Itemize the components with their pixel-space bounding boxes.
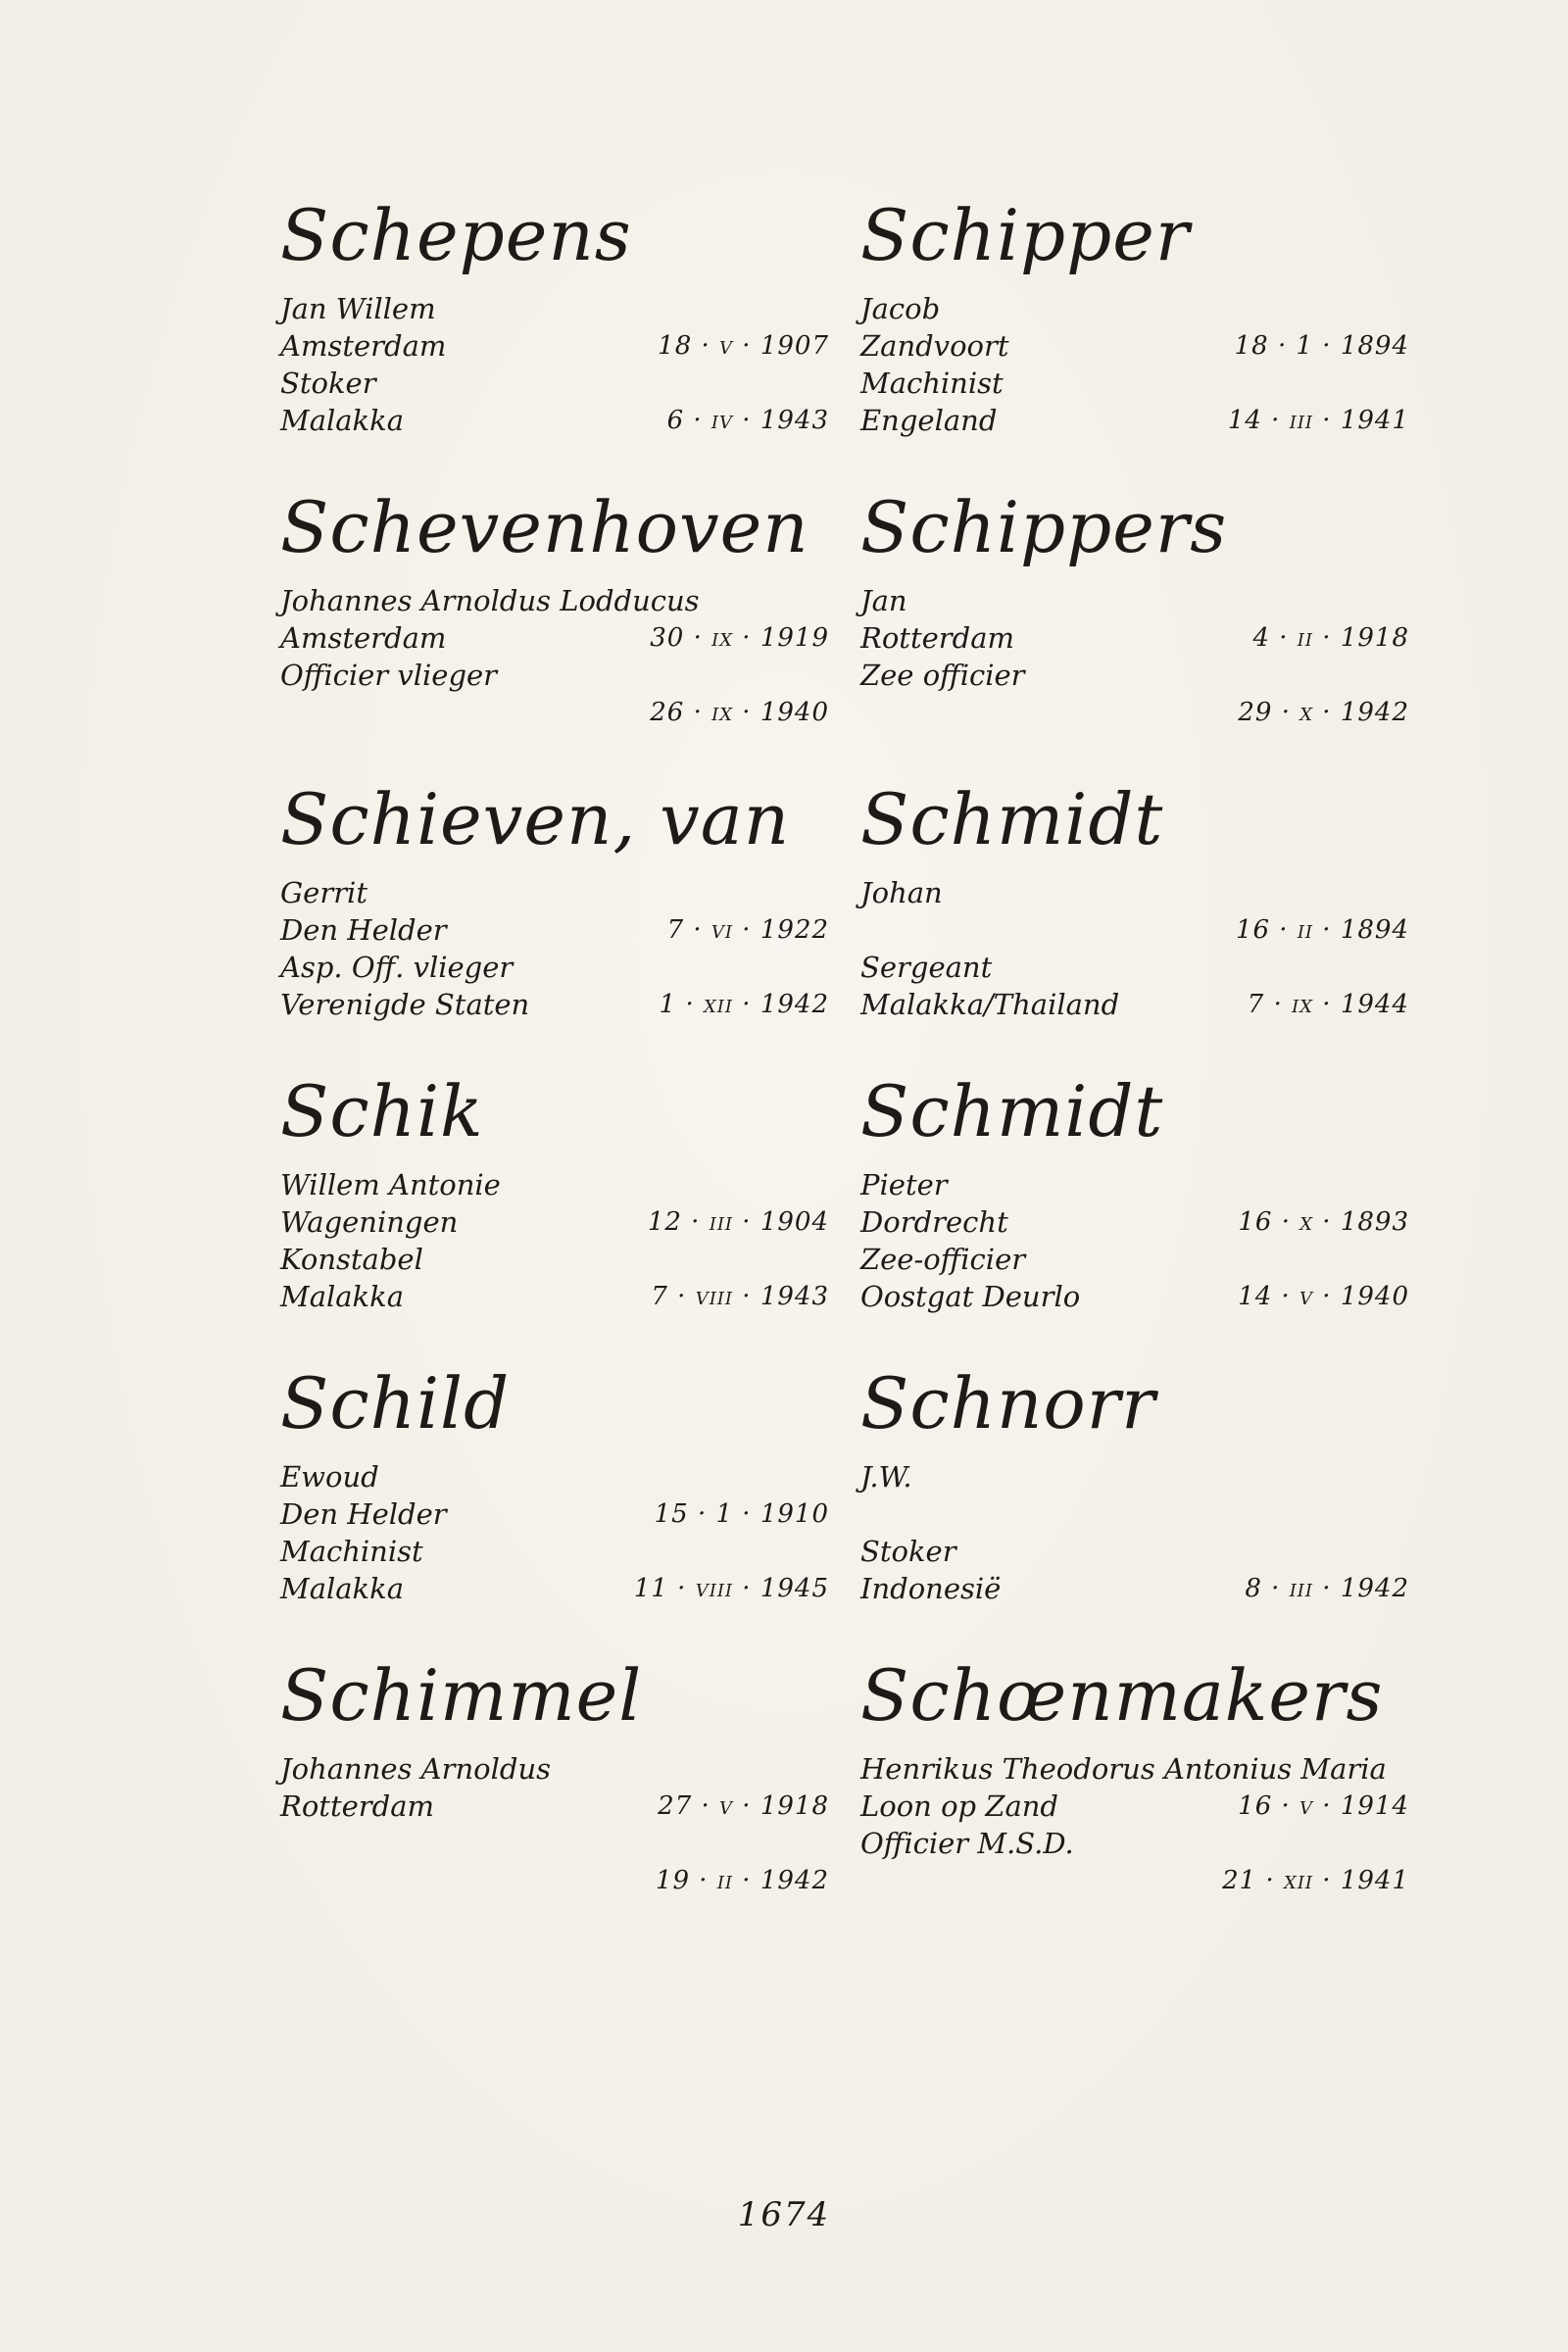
entry [280,1062,829,1354]
entry-line [280,874,829,911]
entry-date: 29 · x · 1942 [1238,698,1409,727]
surname: Schmidt [860,778,1164,860]
entry-date: 12 · iii · 1904 [647,1207,829,1237]
entry-line [280,1166,829,1203]
page-number: 1674 [737,2195,831,2234]
entry-date: 8 · iii · 1942 [1245,1574,1409,1603]
entry [860,770,1409,1062]
entry-text: Den Helder [280,913,447,947]
entry-line [280,911,829,949]
entry-line [860,1278,1409,1315]
entry-text: Johan [860,876,943,909]
entry-text: Konstabel [280,1243,423,1276]
entry-line [280,365,829,402]
entry-text: Malakka [280,1280,404,1313]
entry-text: J.W. [860,1460,912,1494]
entry-text: Rotterdam [280,1789,434,1823]
entry-text: Den Helder [280,1497,447,1531]
entry-text: Malakka [280,404,404,437]
entry-text: Dordrecht [860,1205,1008,1239]
surname: Schœnmakers [860,1654,1384,1737]
entry [280,1646,829,1938]
surname: Schik [280,1070,484,1152]
entry-line [280,327,829,365]
entry-text: Engeland [860,404,998,437]
entry-text: Asp. Off. vlieger [280,951,514,984]
entry [280,770,829,1062]
entry-line [860,327,1409,365]
entry-text: Malakka/Thailand [860,988,1120,1021]
entry-date: 30 · ix · 1919 [650,623,829,653]
entry-date: 1 · xii · 1942 [659,990,829,1019]
entry-text: Stoker [860,1535,956,1568]
entry-line [280,949,829,986]
entry [860,1646,1409,1938]
entry-date: 16 · x · 1893 [1238,1207,1409,1237]
entry-date: 6 · iv · 1943 [666,406,829,435]
entry-date: 4 · ii · 1918 [1252,623,1409,653]
entry-text: Jacob [860,292,941,325]
entry-line [860,1203,1409,1241]
entry-text: Ewoud [280,1460,379,1494]
entry-text: Wageningen [280,1205,459,1239]
entry-line [860,1825,1409,1862]
entry-line [280,986,829,1023]
entry [860,478,1409,770]
surname: Schipper [860,194,1191,276]
entry-text: Verenigde Staten [280,988,530,1021]
entry-line [280,1825,829,1862]
entry-text: Oostgat Deurlo [860,1280,1081,1313]
entry-line [280,1862,829,1899]
entry-text: Henrikus Theodorus Antonius Maria [860,1752,1387,1786]
entry-line [860,402,1409,439]
entry [280,1354,829,1646]
entry-line [280,1750,829,1788]
entry-line [280,1570,829,1607]
entry-text: Johannes Arnoldus [280,1752,552,1786]
entry-line [860,619,1409,657]
entry-line [860,949,1409,986]
entry-text: Zandvoort [860,329,1009,363]
entry [860,186,1409,478]
entry-text: Zee-officier [860,1243,1026,1276]
entry-line [860,874,1409,911]
entry-date: 7 · ix · 1944 [1247,990,1409,1019]
entry-date: 14 · iii · 1941 [1227,406,1409,435]
entry-date: 11 · viii · 1945 [633,1574,829,1603]
entry-date: 19 · ii · 1942 [655,1866,829,1895]
entry-text: Machinist [280,1535,423,1568]
entry-line [280,582,829,619]
entry-line [280,1495,829,1533]
entry-text: Officier M.S.D. [860,1827,1074,1860]
entry-line [280,694,829,731]
entry-text: Stoker [280,367,376,400]
entry [280,478,829,770]
entry-line [280,290,829,327]
entry-date: 18 · 1 · 1894 [1234,331,1409,361]
entry-line [280,1533,829,1570]
entry-date: 16 · v · 1914 [1238,1791,1409,1821]
entry-text: Malakka [280,1572,404,1605]
entry-text: Sergeant [860,951,993,984]
entry-text: Rotterdam [860,621,1014,655]
entry-line [860,986,1409,1023]
entry-line [280,1458,829,1495]
surname: Schmidt [860,1070,1164,1152]
entry-line [860,694,1409,731]
entry-date: 15 · 1 · 1910 [654,1499,829,1529]
entry-text: Zee officier [860,659,1025,692]
left-column [280,186,829,1938]
surname: Schevenhoven [280,486,809,568]
surname: Schild [280,1362,511,1445]
entry-text: Jan [860,584,907,617]
entry [860,1062,1409,1354]
entry [280,186,829,478]
entry-line [280,619,829,657]
entry-line [860,582,1409,619]
entry-line [280,402,829,439]
entry-text: Officier vlieger [280,659,498,692]
entry-text: Johannes Arnoldus Lodducus [280,584,700,617]
entry-date: 26 · ix · 1940 [650,698,829,727]
entry-text: Amsterdam [280,621,447,655]
entry-line [860,1570,1409,1607]
entry-text: Jan Willem [280,292,436,325]
entry-line [860,1533,1409,1570]
entry-date: 18 · v · 1907 [658,331,829,361]
surname: Schippers [860,486,1228,568]
entry-line [860,1862,1409,1899]
surname: Schimmel [280,1654,643,1737]
entry-date: 14 · v · 1940 [1238,1282,1409,1311]
entry-text: Pieter [860,1168,948,1201]
entry-date: 7 · vi · 1922 [666,915,829,945]
entry-line [280,1788,829,1825]
entry-line [860,290,1409,327]
entry-text: Gerrit [280,876,368,909]
entry-line [860,365,1409,402]
entry-text: Loon op Zand [860,1789,1058,1823]
entry-date: 7 · viii · 1943 [651,1282,829,1311]
surname: Schieven, van [280,778,791,860]
entry-line [280,1203,829,1241]
entry-text: Machinist [860,367,1004,400]
entry-line [280,1241,829,1278]
right-column [860,186,1409,1938]
entry-line [860,1458,1409,1495]
entry-line [280,1278,829,1315]
entry-line [860,1495,1409,1533]
entry-date: 16 · ii · 1894 [1235,915,1409,945]
entry-line [860,911,1409,949]
entry-date: 27 · v · 1918 [658,1791,829,1821]
entry-line [860,1788,1409,1825]
entry [860,1354,1409,1646]
surname: Schepens [280,194,632,276]
entry-line [280,657,829,694]
entry-text: Indonesië [860,1572,1002,1605]
entry-line [860,1166,1409,1203]
entry-line [860,1241,1409,1278]
entry-date: 21 · xii · 1941 [1222,1866,1409,1895]
entry-line [860,657,1409,694]
surname: Schnorr [860,1362,1156,1445]
entry-text: Willem Antonie [280,1168,501,1201]
entry-text: Amsterdam [280,329,447,363]
entry-line [860,1750,1409,1788]
